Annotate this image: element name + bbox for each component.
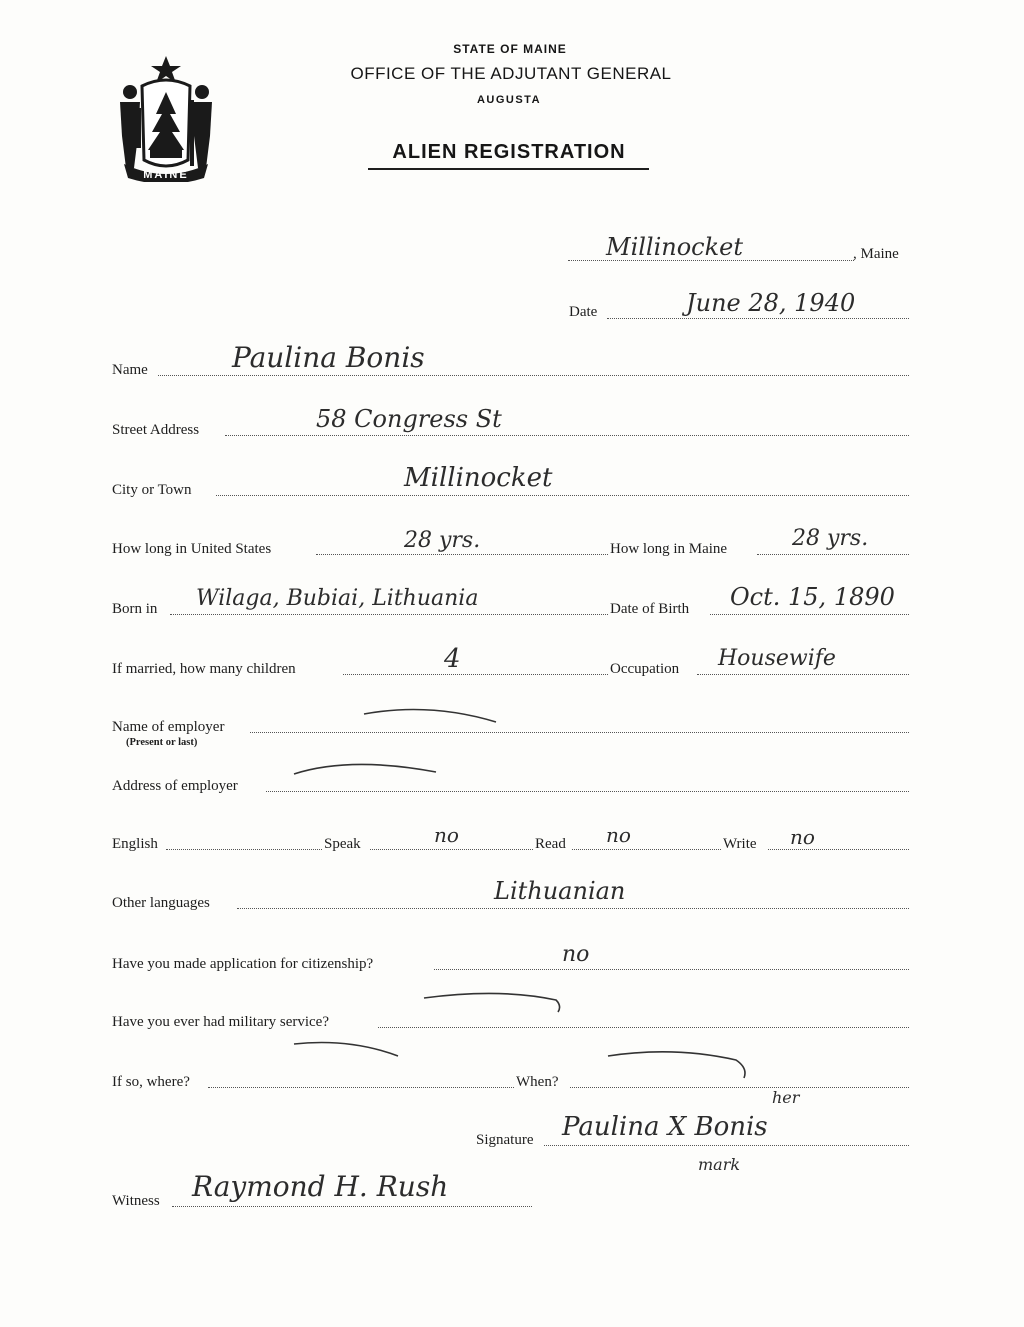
birth-date-line — [710, 614, 909, 615]
employer-sublabel: (Present or last) — [126, 737, 198, 748]
speak-value: no — [434, 823, 459, 847]
signature-label: Signature — [476, 1132, 534, 1148]
signature-line — [544, 1145, 909, 1146]
place-suffix: , Maine — [853, 246, 899, 262]
read-label: Read — [535, 836, 566, 852]
birth-date-value: Oct. 15, 1890 — [730, 583, 895, 611]
maine-duration-value: 28 yrs. — [792, 526, 869, 551]
english-line — [166, 849, 322, 850]
date-line — [607, 318, 909, 319]
english-label: English — [112, 836, 158, 852]
read-value: no — [606, 823, 631, 847]
title-underline — [368, 168, 649, 170]
born-label: Born in — [112, 601, 158, 617]
signature-note-above: her — [772, 1088, 800, 1107]
citizenship-line — [434, 969, 909, 970]
birth-date-label: Date of Birth — [610, 601, 690, 617]
occupation-line — [697, 674, 909, 675]
maine-duration-label: How long in Maine — [610, 541, 728, 557]
occupation-value: Housewife — [718, 646, 836, 671]
other-languages-label: Other languages — [112, 895, 210, 911]
write-value: no — [790, 825, 815, 849]
form-title: ALIEN REGISTRATION — [392, 141, 626, 163]
witness-label: Witness — [112, 1193, 160, 1209]
signature-value: Paulina X Bonis — [562, 1112, 768, 1142]
name-line — [158, 375, 909, 376]
citizenship-label: Have you made application for citizenship? — [112, 956, 374, 972]
where-label: If so, where? — [112, 1074, 190, 1090]
maine-duration-line — [757, 554, 909, 555]
write-label: Write — [723, 836, 757, 852]
occupation-label: Occupation — [610, 661, 680, 677]
us-duration-value: 28 yrs. — [404, 528, 481, 553]
children-label: If married, how many children — [112, 661, 296, 677]
street-value: 58 Congress St — [316, 405, 502, 433]
when-label: When? — [516, 1074, 559, 1090]
city-line — [216, 495, 909, 496]
children-line — [343, 674, 608, 675]
speak-label: Speak — [324, 836, 361, 852]
born-value: Wilaga, Bubiai, Lithuania — [196, 586, 479, 611]
us-duration-label: How long in United States — [112, 541, 272, 557]
name-value: Paulina Bonis — [232, 341, 425, 374]
header-city: AUGUSTA — [476, 94, 542, 106]
military-line — [378, 1027, 909, 1028]
read-line — [572, 849, 721, 850]
header-state: STATE OF MAINE — [453, 42, 567, 56]
date-value: June 28, 1940 — [686, 289, 856, 317]
other-languages-value: Lithuanian — [494, 877, 626, 905]
signature-note-below: mark — [698, 1155, 741, 1174]
blank-dash-mark — [290, 1036, 410, 1062]
employer-line — [250, 732, 909, 733]
blank-dash-mark — [420, 988, 570, 1016]
date-label: Date — [569, 304, 598, 320]
where-line — [208, 1087, 514, 1088]
employer-address-label: Address of employer — [112, 778, 238, 794]
header-office: OFFICE OF THE ADJUTANT GENERAL — [350, 64, 672, 83]
witness-value: Raymond H. Rush — [192, 1170, 449, 1203]
employer-label: Name of employer — [112, 719, 225, 735]
city-value: Millinocket — [404, 463, 553, 493]
other-languages-line — [237, 908, 909, 909]
city-label: City or Town — [112, 482, 192, 498]
blank-dash-mark — [604, 1046, 764, 1080]
svg-text:MAINE: MAINE — [143, 169, 189, 181]
blank-dash-mark — [360, 704, 500, 726]
name-label: Name — [112, 362, 148, 378]
citizenship-value: no — [562, 942, 590, 967]
employer-address-line — [266, 791, 909, 792]
street-line — [225, 435, 909, 436]
when-line — [570, 1087, 909, 1088]
children-value: 4 — [444, 644, 461, 674]
born-line — [170, 614, 608, 615]
military-label: Have you ever had military service? — [112, 1014, 329, 1030]
blank-dash-mark — [290, 758, 440, 780]
place-value: Millinocket — [606, 233, 744, 261]
street-label: Street Address — [112, 422, 200, 438]
witness-line — [172, 1206, 532, 1207]
